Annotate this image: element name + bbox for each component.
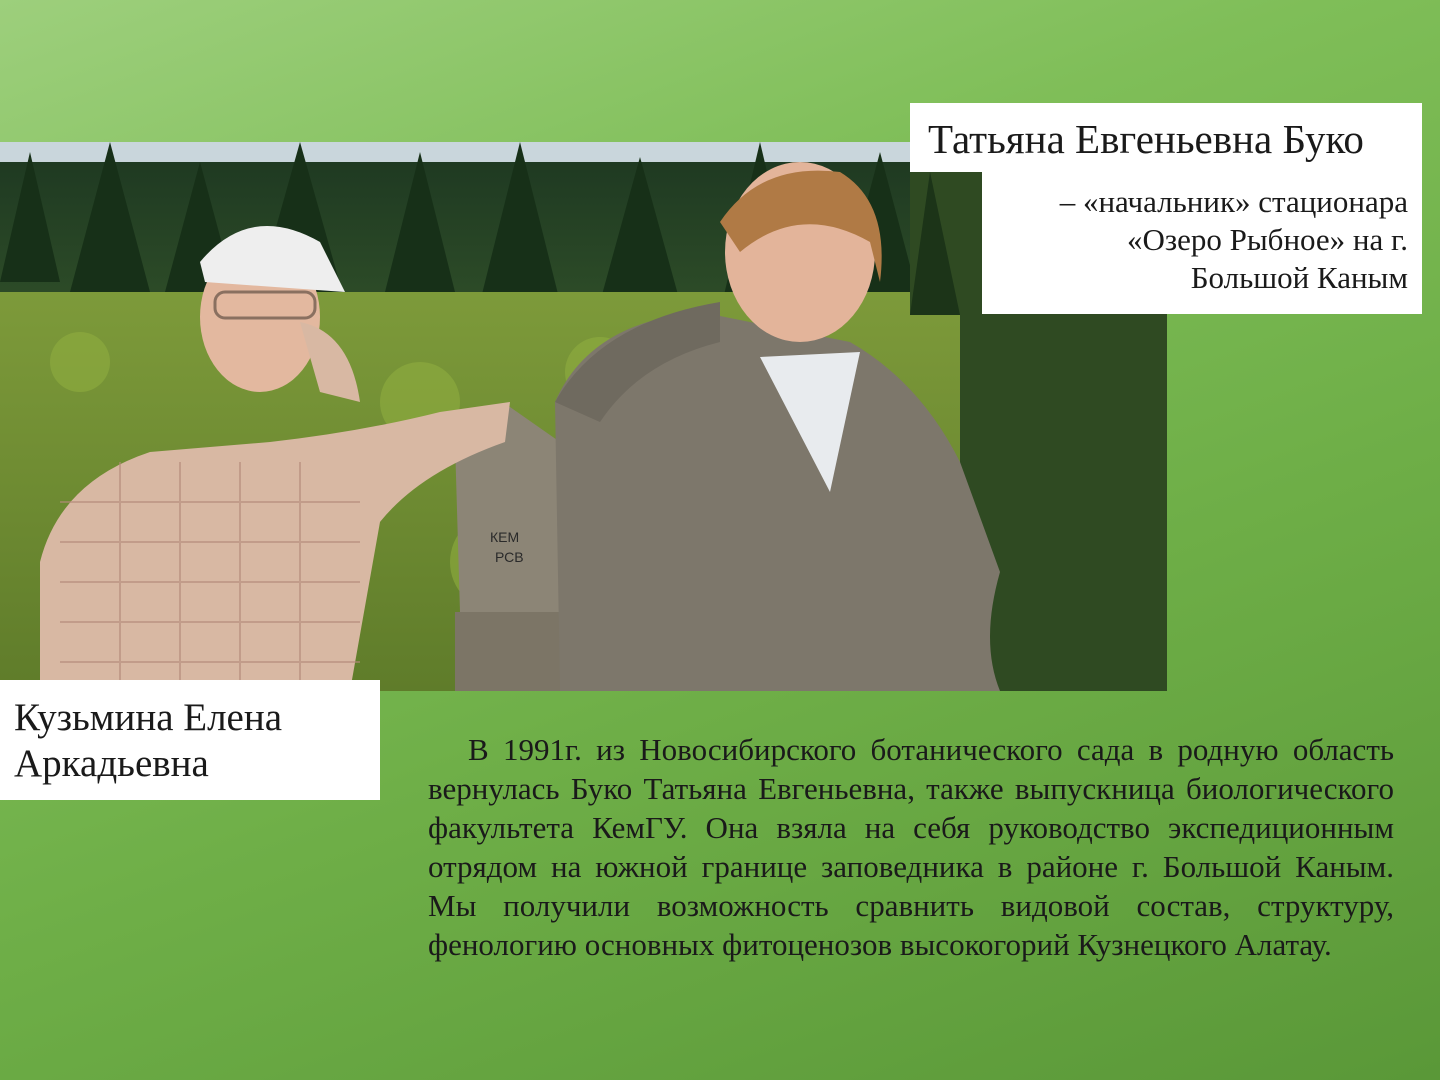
caption-kuzmina-line: Кузьмина Елена: [14, 696, 283, 739]
caption-buko-role-line: «Озеро Рыбное» на г.: [1126, 222, 1408, 257]
caption-buko-role-line: – «начальник» стационара: [1059, 184, 1408, 219]
svg-text:КЕМ: КЕМ: [490, 529, 520, 545]
caption-buko-name: Татьяна Евгеньевна Буко: [928, 116, 1364, 162]
body-paragraph: В 1991г. из Новосибирского ботанического сада в родную область вернулась Буко Татьяна Евгеньевна, также выпускница биологического факультета КемГУ. Она взяла на себя руководство экспедиционным отрядом на южной границе заповедника в районе г. Большой Каным. Мы получили возможность сравнить видовой состав, структуру, фенологию основных фитоценозов высокогорий Кузнецкого Алатау.: [428, 732, 1394, 962]
caption-buko: [910, 103, 1422, 314]
svg-text:РСВ: РСВ: [495, 549, 524, 565]
caption-notch-photo: [910, 172, 982, 315]
caption-notch: [910, 172, 982, 315]
caption-buko-role-line: Большой Каным: [1190, 260, 1408, 295]
caption-kuzmina: [0, 680, 380, 800]
caption-kuzmina-line: Аркадьевна: [14, 742, 209, 785]
caption-buko-role: [968, 183, 1408, 297]
